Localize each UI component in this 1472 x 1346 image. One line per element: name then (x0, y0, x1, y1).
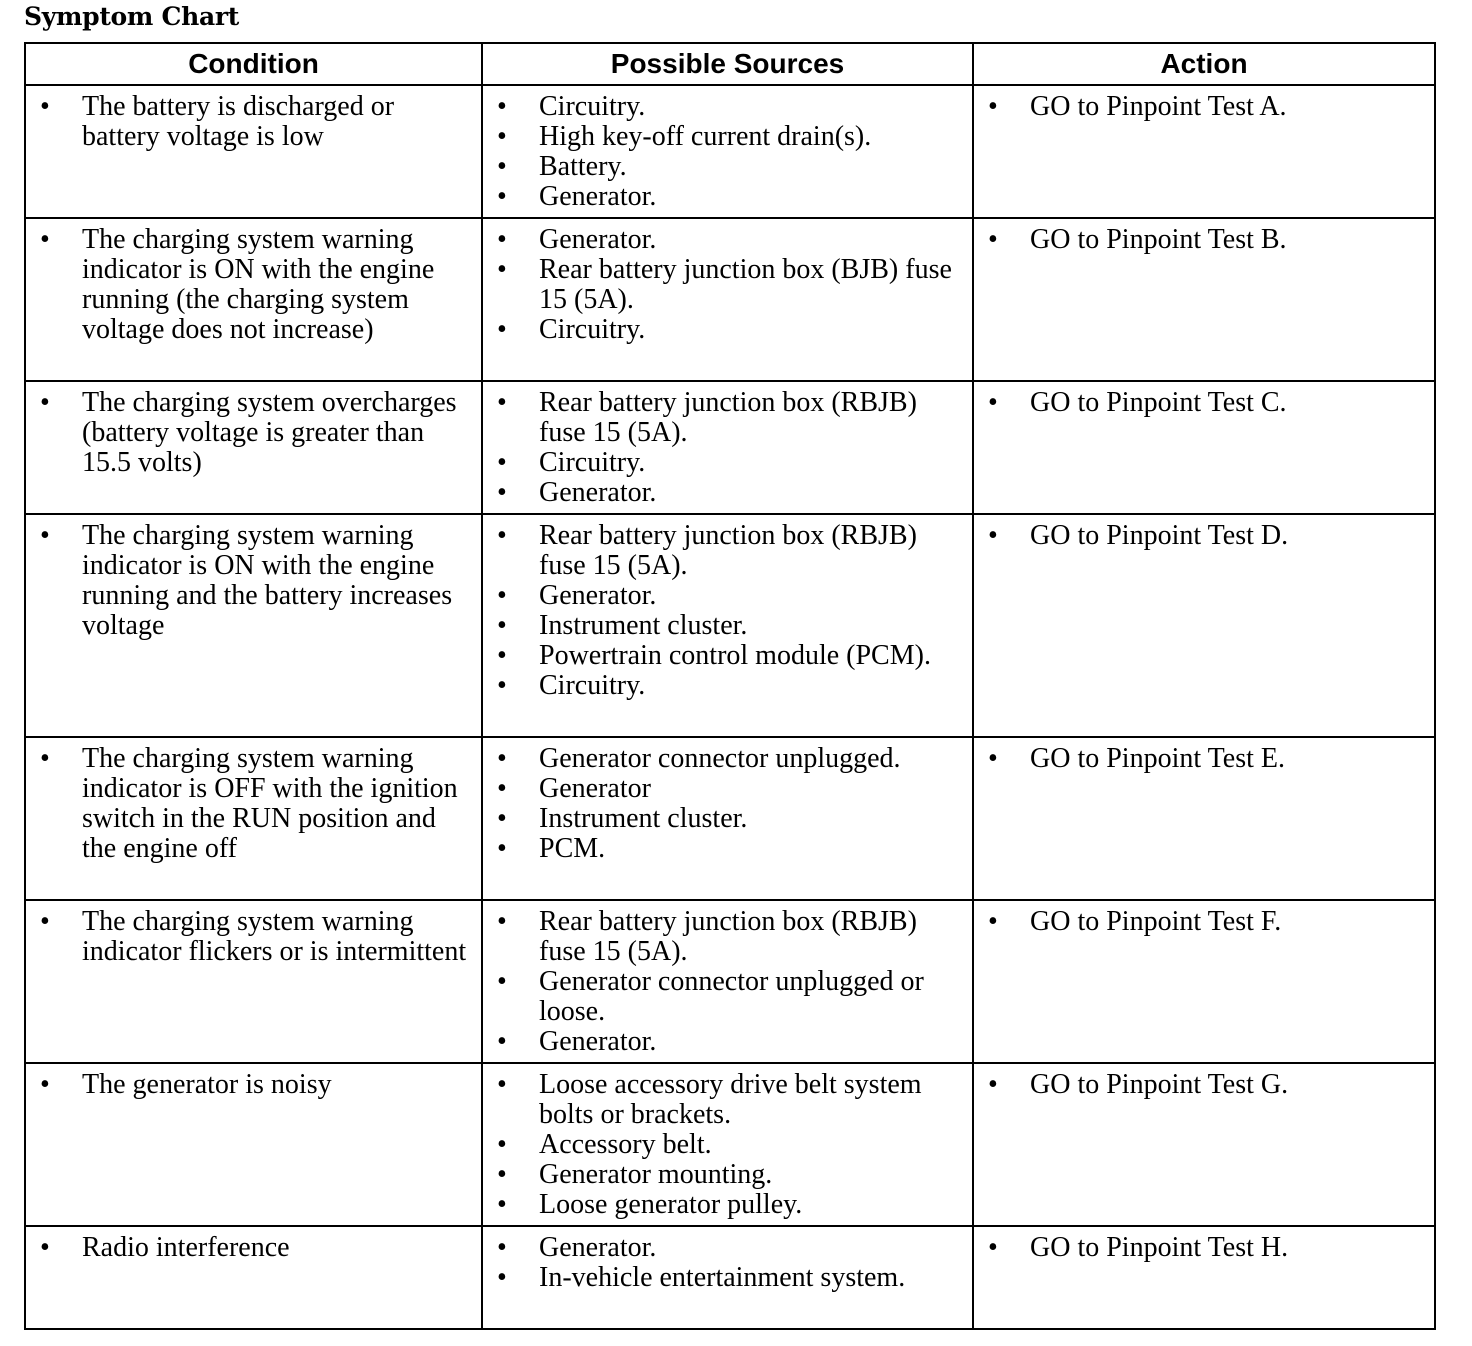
condition-text: • The battery is discharged or battery voltage is low (36, 92, 475, 152)
source-item: • Rear battery junction box (BJB) fuse 15 (5A). (493, 255, 966, 315)
source-item: • Generator. (493, 581, 966, 611)
source-item: • Generator. (493, 182, 966, 212)
table-row (25, 218, 1435, 381)
symptom-table (24, 42, 1436, 1330)
source-item: • Battery. (493, 152, 966, 182)
source-item: • Circuitry. (493, 315, 966, 345)
source-item: • Circuitry. (493, 92, 966, 122)
condition-text: • The charging system warning indicator is OFF with the ignition switch in the RUN position and the engine off (36, 744, 475, 864)
sources-cell (482, 514, 973, 737)
source-item: • Circuitry. (493, 448, 966, 478)
source-item: • Loose accessory drive belt system bolts or brackets. (493, 1070, 966, 1130)
condition-cell (25, 381, 482, 514)
header-action: Action (973, 43, 1435, 85)
sources-cell (482, 218, 973, 381)
condition-cell (25, 218, 482, 381)
source-item: • Generator connector unplugged. (493, 744, 966, 774)
source-item: • Instrument cluster. (493, 804, 966, 834)
sources-cell (482, 737, 973, 900)
source-item: • Circuitry. (493, 671, 966, 701)
header-possible-sources: Possible Sources (482, 43, 973, 85)
action-cell (973, 737, 1435, 900)
condition-cell (25, 1063, 482, 1226)
action-text: • GO to Pinpoint Test B. (984, 225, 1428, 255)
action-cell (973, 1063, 1435, 1226)
action-text: • GO to Pinpoint Test H. (984, 1233, 1428, 1263)
action-text: • GO to Pinpoint Test A. (984, 92, 1428, 122)
condition-cell (25, 737, 482, 900)
table-row (25, 514, 1435, 737)
source-item: • Generator mounting. (493, 1160, 966, 1190)
condition-cell (25, 900, 482, 1063)
sources-cell (482, 1226, 973, 1329)
sources-cell (482, 900, 973, 1063)
source-item: • Generator (493, 774, 966, 804)
action-cell (973, 514, 1435, 737)
header-row (25, 43, 1435, 85)
action-text: • GO to Pinpoint Test C. (984, 388, 1428, 418)
action-cell (973, 900, 1435, 1063)
source-item: • Generator. (493, 1233, 966, 1263)
action-text: • GO to Pinpoint Test F. (984, 907, 1428, 937)
condition-text: • The charging system warning indicator is ON with the engine running and the battery increases voltage (36, 521, 475, 641)
action-text: • GO to Pinpoint Test D. (984, 521, 1428, 551)
source-item: • Loose generator pulley. (493, 1190, 966, 1220)
table-row (25, 1063, 1435, 1226)
table-row (25, 381, 1435, 514)
header-condition: Condition (25, 43, 482, 85)
source-item: • Generator. (493, 225, 966, 255)
page-title: Symptom Chart (24, 2, 239, 31)
action-cell (973, 218, 1435, 381)
sources-cell (482, 1063, 973, 1226)
source-item: • Rear battery junction box (RBJB) fuse 15 (5A). (493, 388, 966, 448)
source-item: • High key-off current drain(s). (493, 122, 966, 152)
condition-cell (25, 85, 482, 218)
action-text: • GO to Pinpoint Test G. (984, 1070, 1428, 1100)
source-item: • Generator. (493, 478, 966, 508)
action-cell (973, 1226, 1435, 1329)
source-item: • Rear battery junction box (RBJB) fuse 15 (5A). (493, 907, 966, 967)
source-item: • In-vehicle entertainment system. (493, 1263, 966, 1293)
table-row (25, 737, 1435, 900)
source-item: • Generator connector unplugged or loose. (493, 967, 966, 1027)
source-item: • Powertrain control module (PCM). (493, 641, 966, 671)
condition-text: • The charging system overcharges (battery voltage is greater than 15.5 volts) (36, 388, 475, 478)
source-item: • Instrument cluster. (493, 611, 966, 641)
sources-cell (482, 85, 973, 218)
condition-cell (25, 1226, 482, 1329)
condition-text: • The charging system warning indicator flickers or is intermittent (36, 907, 475, 967)
action-cell (973, 85, 1435, 218)
table-row (25, 900, 1435, 1063)
condition-text: • The generator is noisy (36, 1070, 475, 1100)
condition-text: • The charging system warning indicator is ON with the engine running (the charging system voltage does not increase) (36, 225, 475, 345)
source-item: • Rear battery junction box (RBJB) fuse 15 (5A). (493, 521, 966, 581)
table-row (25, 1226, 1435, 1329)
source-item: • Generator. (493, 1027, 966, 1057)
condition-text: • Radio interference (36, 1233, 475, 1263)
source-item: • PCM. (493, 834, 966, 864)
table-row (25, 85, 1435, 218)
source-item: • Accessory belt. (493, 1130, 966, 1160)
sources-cell (482, 381, 973, 514)
action-text: • GO to Pinpoint Test E. (984, 744, 1428, 774)
action-cell (973, 381, 1435, 514)
condition-cell (25, 514, 482, 737)
